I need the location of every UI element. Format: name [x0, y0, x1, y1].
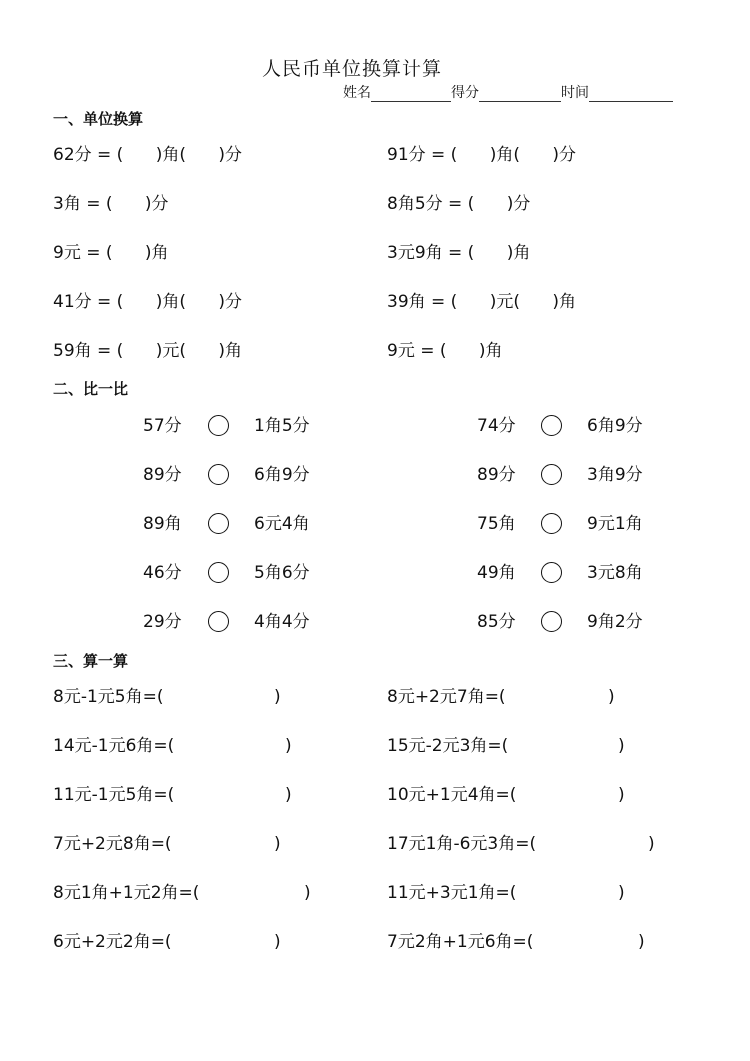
calc-close-paren: ) [618, 883, 625, 903]
calc-problem: 17元1角-6元3角=( [387, 834, 537, 854]
compare-right-value: 3角9分 [587, 465, 643, 485]
name-blank[interactable] [371, 87, 451, 102]
time-label: 时间 [561, 85, 589, 101]
compare-right-value: 4角4分 [254, 612, 310, 632]
compare-left-value: 29分 [143, 612, 182, 632]
score-label: 得分 [451, 85, 479, 101]
calc-problem: 7元+2元8角=( [53, 834, 172, 854]
conversion-problem: 3元9角 = ( )角 [387, 243, 531, 263]
conversion-problem: 59角 = ( )元( )角 [53, 341, 243, 361]
calc-close-paren: ) [274, 687, 281, 707]
calc-problem: 15元-2元3角=( [387, 736, 509, 756]
section-title-compare: 二、比一比 [53, 380, 129, 398]
compare-left-value: 74分 [477, 416, 516, 436]
conversion-problem: 3角 = ( )分 [53, 194, 169, 214]
calc-close-paren: ) [274, 932, 281, 952]
calc-close-paren: ) [648, 834, 655, 854]
compare-answer-circle[interactable] [208, 611, 229, 632]
calc-close-paren: ) [608, 687, 615, 707]
page-title: 人民币单位换算计算 [261, 58, 442, 80]
calc-close-paren: ) [285, 736, 292, 756]
calc-close-paren: ) [618, 785, 625, 805]
calc-close-paren: ) [274, 834, 281, 854]
score-blank[interactable] [479, 87, 561, 102]
conversion-problem: 41分 = ( )角( )分 [53, 292, 243, 312]
compare-right-value: 6元4角 [254, 514, 310, 534]
compare-left-value: 49角 [477, 563, 516, 583]
calc-problem: 10元+1元4角=( [387, 785, 517, 805]
section-title-calculate: 三、算一算 [53, 652, 129, 670]
conversion-problem: 62分 = ( )角( )分 [53, 145, 243, 165]
compare-answer-circle[interactable] [208, 415, 229, 436]
student-info-line [343, 82, 673, 102]
calc-close-paren: ) [618, 736, 625, 756]
calc-close-paren: ) [638, 932, 645, 952]
compare-answer-circle[interactable] [208, 464, 229, 485]
calc-close-paren: ) [304, 883, 311, 903]
compare-right-value: 5角6分 [254, 563, 310, 583]
compare-right-value: 3元8角 [587, 563, 643, 583]
calc-close-paren: ) [285, 785, 292, 805]
compare-answer-circle[interactable] [208, 562, 229, 583]
compare-right-value: 6角9分 [254, 465, 310, 485]
name-label: 姓名 [343, 85, 371, 101]
compare-answer-circle[interactable] [541, 513, 562, 534]
section-title-unit-conversion: 一、单位换算 [53, 110, 144, 128]
compare-left-value: 75角 [477, 514, 516, 534]
compare-left-value: 85分 [477, 612, 516, 632]
calc-problem: 8元-1元5角=( [53, 687, 164, 707]
calc-problem: 8元+2元7角=( [387, 687, 506, 707]
calc-problem: 11元-1元5角=( [53, 785, 175, 805]
calc-problem: 14元-1元6角=( [53, 736, 175, 756]
calc-problem: 8元1角+1元2角=( [53, 883, 200, 903]
conversion-problem: 91分 = ( )角( )分 [387, 145, 577, 165]
compare-answer-circle[interactable] [541, 464, 562, 485]
time-blank[interactable] [589, 87, 673, 102]
compare-answer-circle[interactable] [541, 415, 562, 436]
calc-problem: 6元+2元2角=( [53, 932, 172, 952]
calc-problem: 7元2角+1元6角=( [387, 932, 534, 952]
compare-right-value: 6角9分 [587, 416, 643, 436]
compare-answer-circle[interactable] [208, 513, 229, 534]
conversion-problem: 9元 = ( )角 [53, 243, 169, 263]
compare-left-value: 89分 [477, 465, 516, 485]
compare-left-value: 89角 [143, 514, 182, 534]
calc-problem: 11元+3元1角=( [387, 883, 517, 903]
conversion-problem: 9元 = ( )角 [387, 341, 503, 361]
compare-right-value: 9元1角 [587, 514, 643, 534]
compare-left-value: 89分 [143, 465, 182, 485]
conversion-problem: 8角5分 = ( )分 [387, 194, 531, 214]
compare-right-value: 9角2分 [587, 612, 643, 632]
conversion-problem: 39角 = ( )元( )角 [387, 292, 577, 312]
compare-left-value: 57分 [143, 416, 182, 436]
compare-answer-circle[interactable] [541, 562, 562, 583]
compare-left-value: 46分 [143, 563, 182, 583]
compare-answer-circle[interactable] [541, 611, 562, 632]
compare-right-value: 1角5分 [254, 416, 310, 436]
